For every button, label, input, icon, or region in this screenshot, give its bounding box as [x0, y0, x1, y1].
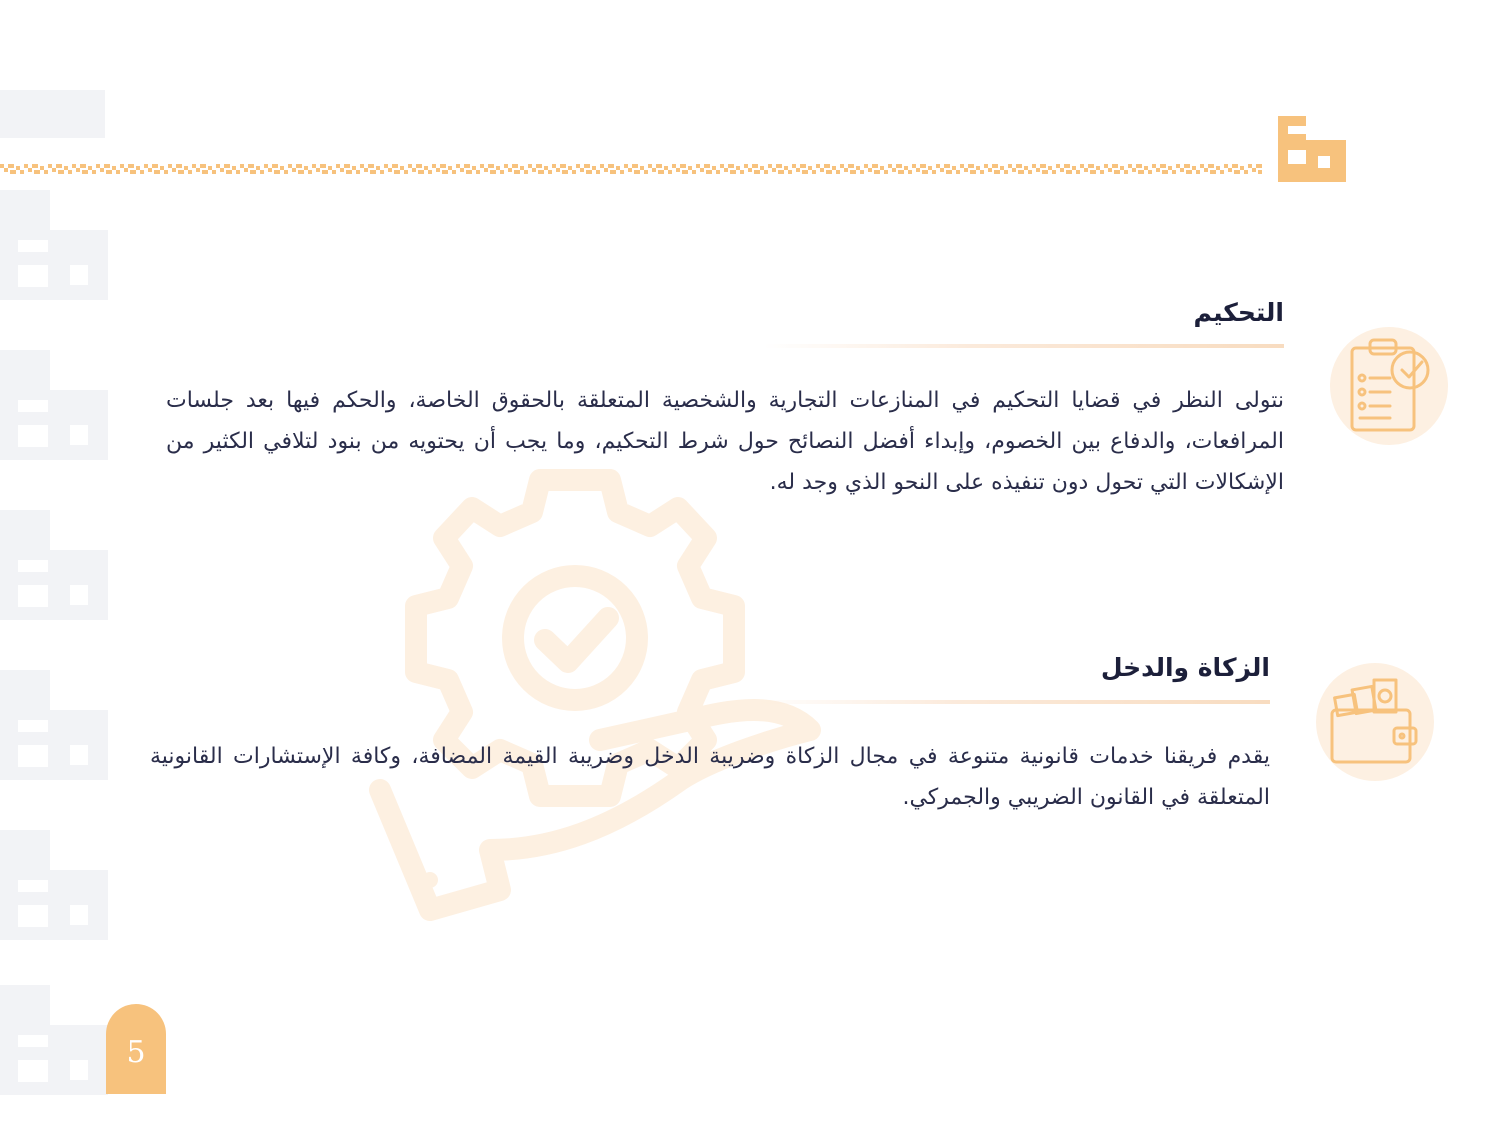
section-body-arbitration: نتولى النظر في قضايا التحكيم في المنازعات التجارية والشخصية المتعلقة بالحقوق الخاصة، والحكم فيها بعد جلسات المرافعات، والدفاع بين الخصوم، وإبداء أفضل النصائح حول شرط التحكيم، وما يجب أن يحتويه من بنود لتلافي الكثير من الإشكالات التي تحول دون تنفيذه على النحو الذي وجد له.	[166, 388, 1284, 495]
gear-check-hand-icon	[350, 450, 830, 930]
page-number-tab	[106, 1004, 166, 1094]
header-pattern-strip	[0, 158, 1262, 180]
section-body-zakat-income: يقدم فريقنا خدمات قانونية متنوعة في مجال الزكاة وضريبة الدخل وضريبة القيمة المضافة، وكافة الإستشارات القانونية المتعلقة في القانون الضريبي والجمركي.	[150, 744, 1270, 810]
section-divider	[764, 344, 1284, 348]
background-pattern	[0, 80, 110, 1100]
section-title-arbitration: التحكيم	[1193, 298, 1284, 327]
section-divider	[750, 700, 1270, 704]
clipboard-check-icon	[1330, 326, 1448, 446]
brand-mark-icon	[1278, 116, 1346, 182]
section-title-zakat-income: الزكاة والدخل	[1100, 653, 1270, 682]
page-number: 5	[126, 1034, 146, 1070]
wallet-money-icon	[1316, 662, 1434, 782]
